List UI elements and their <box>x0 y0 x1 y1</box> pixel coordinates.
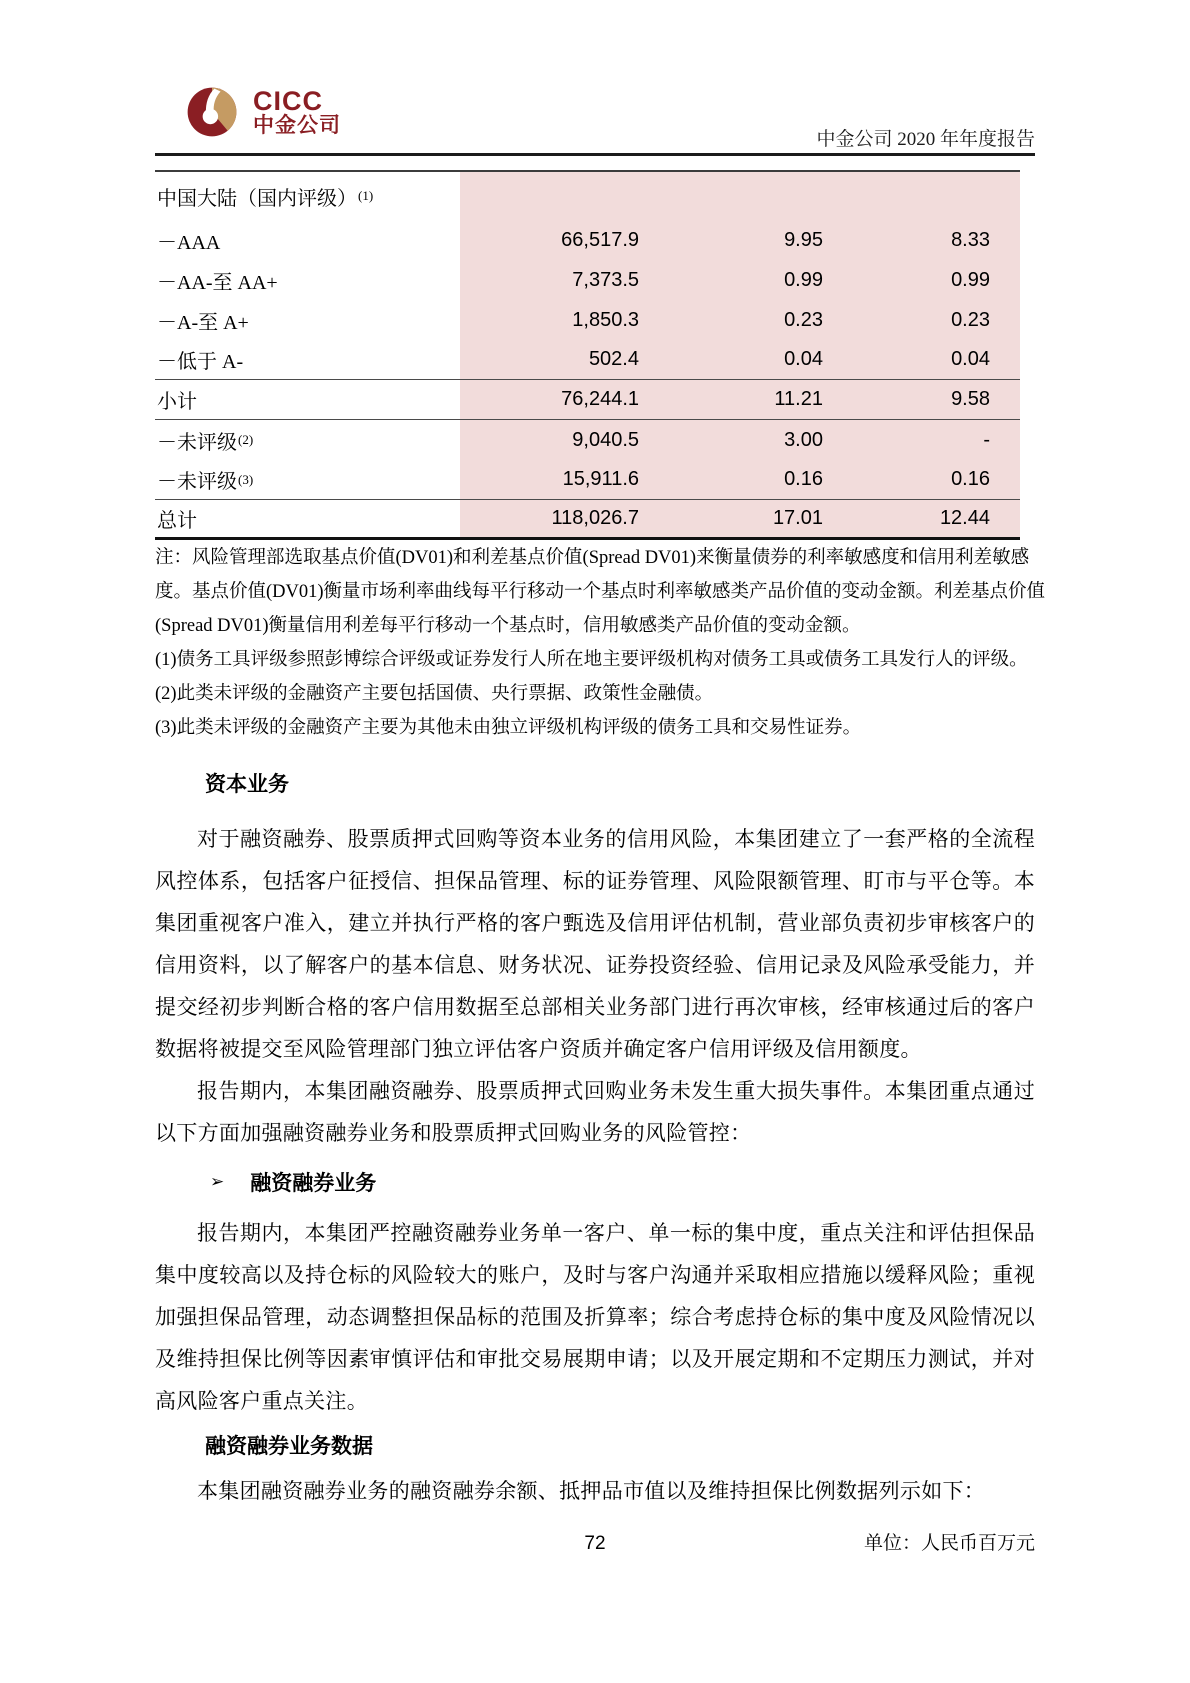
cell-amount: 1,850.3 <box>460 300 655 340</box>
margin-trading-bullet <box>210 1160 1035 1204</box>
unit-note: 单位：人民币百万元 <box>863 1533 1035 1554</box>
report-period-paragraph: 报告期内，本集团融资融券、股票质押式回购业务未发生重大损失事件。本集团重点通过以下方面加强融资融券业务和股票质押式回购业务的风险管控： <box>155 1079 1035 1145</box>
cell-amount: 118,026.7 <box>460 500 655 537</box>
table-row <box>155 172 1020 220</box>
cicc-logo-icon <box>186 86 238 138</box>
table-row <box>155 220 1020 260</box>
cell-pct-2: - <box>855 420 1020 460</box>
table-footnotes <box>155 541 1060 745</box>
row-label <box>155 300 460 340</box>
cell-amount: 66,517.9 <box>460 220 655 260</box>
footnote-2: (2)此类未评级的金融资产主要包括国债、央行票据、政策性金融债。 <box>155 684 714 704</box>
row-label-text: －A-至 A+ <box>157 311 249 334</box>
row-label <box>155 380 460 419</box>
margin-trading-heading: 融资融券业务 <box>250 1172 377 1195</box>
cell-pct-1: 0.99 <box>655 260 855 300</box>
table-row <box>155 300 1020 340</box>
cell-pct-2: 8.33 <box>855 220 1020 260</box>
cell-pct-1: 0.23 <box>655 300 855 340</box>
row-label-text: 中国大陆（国内评级） <box>157 187 357 210</box>
credit-rating-table <box>155 170 1020 540</box>
cell-pct-2: 12.44 <box>855 500 1020 537</box>
cell-amount: 9,040.5 <box>460 420 655 460</box>
cell-pct-2: 0.16 <box>855 460 1020 499</box>
cell-pct-1: 17.01 <box>655 500 855 537</box>
logo-en-label: CICC <box>253 85 323 116</box>
row-label-text: 小计 <box>157 391 197 413</box>
cell-pct-2 <box>855 172 1020 220</box>
cell-pct-1: 3.00 <box>655 420 855 460</box>
cell-pct-2: 9.58 <box>855 380 1020 419</box>
footnote-main: 注：风险管理部选取基点价值(DV01)和利差基点价值(Spread DV01)来衡量债券的利率敏感度和信用利差敏感度。基点价值(DV01)衡量市场利率曲线每平行移动一个基点时利率敏感类产品价值的变动金额。利差基点价值(Spread DV01)衡量信用利差每平行移动一个基点时，信用敏感类产品价值的变动金额。 <box>155 548 1046 636</box>
row-label-text: 总计 <box>157 510 197 532</box>
footnote-1: (1)债务工具评级参照彭博综合评级或证券发行人所在地主要评级机构对债务工具或债务工具发行人的评级。 <box>155 650 1028 670</box>
margin-trading-paragraph: 报告期内，本集团严控融资融券业务单一客户、单一标的集中度，重点关注和评估担保品集中度较高以及持仓标的风险较大的账户，及时与客户沟通并采取相应措施以缓释风险；重视加强担保品管理，动态调整担保品标的范围及折算率；综合考虑持仓标的集中度及风险情况以及维持担保比例等因素审慎评估和审批交易展期申请；以及开展定期和不定期压力测试，并对高风险客户重点关注。 <box>155 1221 1035 1413</box>
table-row <box>155 260 1020 300</box>
cicc-logo <box>186 86 341 138</box>
row-label: －未评级 (2) <box>155 420 460 460</box>
cell-pct-2: 0.23 <box>855 300 1020 340</box>
capital-business-paragraph: 对于融资融券、股票质押式回购等资本业务的信用风险，本集团建立了一套严格的全流程风控体系，包括客户征授信、担保品管理、标的证券管理、风险限额管理、盯市与平仓等。本集团重视客户准入，建立并执行严格的客户甄选及信用评估机制，营业部负责初步审核客户的信用资料，以了解客户的基本信息、财务状况、证券投资经验、信用记录及风险承受能力，并提交经初步判断合格的客户信用数据至总部相关业务部门进行再次审核，经审核通过后的客户数据将被提交至风险管理部门独立评估客户资质并确定客户信用评级及信用额度。 <box>155 827 1035 1061</box>
row-label <box>155 340 460 379</box>
cell-amount: 15,911.6 <box>460 460 655 499</box>
table-row <box>155 460 1020 500</box>
page-number: 72 <box>584 1533 606 1554</box>
report-title: 中金公司 2020 年年度报告 <box>816 129 1035 150</box>
row-label-text: －AAA <box>157 231 221 254</box>
margin-data-intro-paragraph: 本集团融资融券业务的融资融券余额、抵押品市值以及维持担保比例数据列示如下： <box>197 1479 986 1503</box>
cell-pct-1 <box>655 172 855 220</box>
arrow-bullet-icon: ➢ <box>210 1171 225 1192</box>
cell-amount: 502.4 <box>460 340 655 379</box>
row-label-text: －AA-至 AA+ <box>157 271 278 294</box>
cell-pct-1: 9.95 <box>655 220 855 260</box>
cell-pct-1: 0.16 <box>655 460 855 499</box>
row-label <box>155 220 460 260</box>
margin-data-heading: 融资融券业务数据 <box>205 1435 373 1458</box>
cell-pct-2: 0.04 <box>855 340 1020 379</box>
cell-amount: 7,373.5 <box>460 260 655 300</box>
cell-amount: 76,244.1 <box>460 380 655 419</box>
table-row <box>155 420 1020 460</box>
table-row-subtotal <box>155 380 1020 420</box>
table-row-total <box>155 500 1020 540</box>
logo-cn-label: 中金公司 <box>253 114 341 138</box>
row-label-text: －低于 A- <box>157 351 244 373</box>
logo-text <box>253 85 341 138</box>
cell-amount <box>460 172 655 220</box>
row-label <box>155 260 460 300</box>
cell-pct-2: 0.99 <box>855 260 1020 300</box>
footnote-3: (3)此类未评级的金融资产主要为其他未由独立评级机构评级的债务工具和交易性证券。 <box>155 718 862 738</box>
capital-business-heading: 资本业务 <box>205 773 289 796</box>
row-label-text: －未评级 <box>157 471 237 493</box>
header-divider <box>155 153 1035 156</box>
cell-pct-1: 0.04 <box>655 340 855 379</box>
main-content <box>155 768 1035 1555</box>
cell-pct-1: 11.21 <box>655 380 855 419</box>
row-label: －未评级 (3) <box>155 460 460 499</box>
row-label <box>155 500 460 537</box>
row-label-text: －未评级 <box>157 431 237 454</box>
table-row <box>155 340 1020 380</box>
row-label: 中国大陆（国内评级） (1) <box>155 172 460 220</box>
